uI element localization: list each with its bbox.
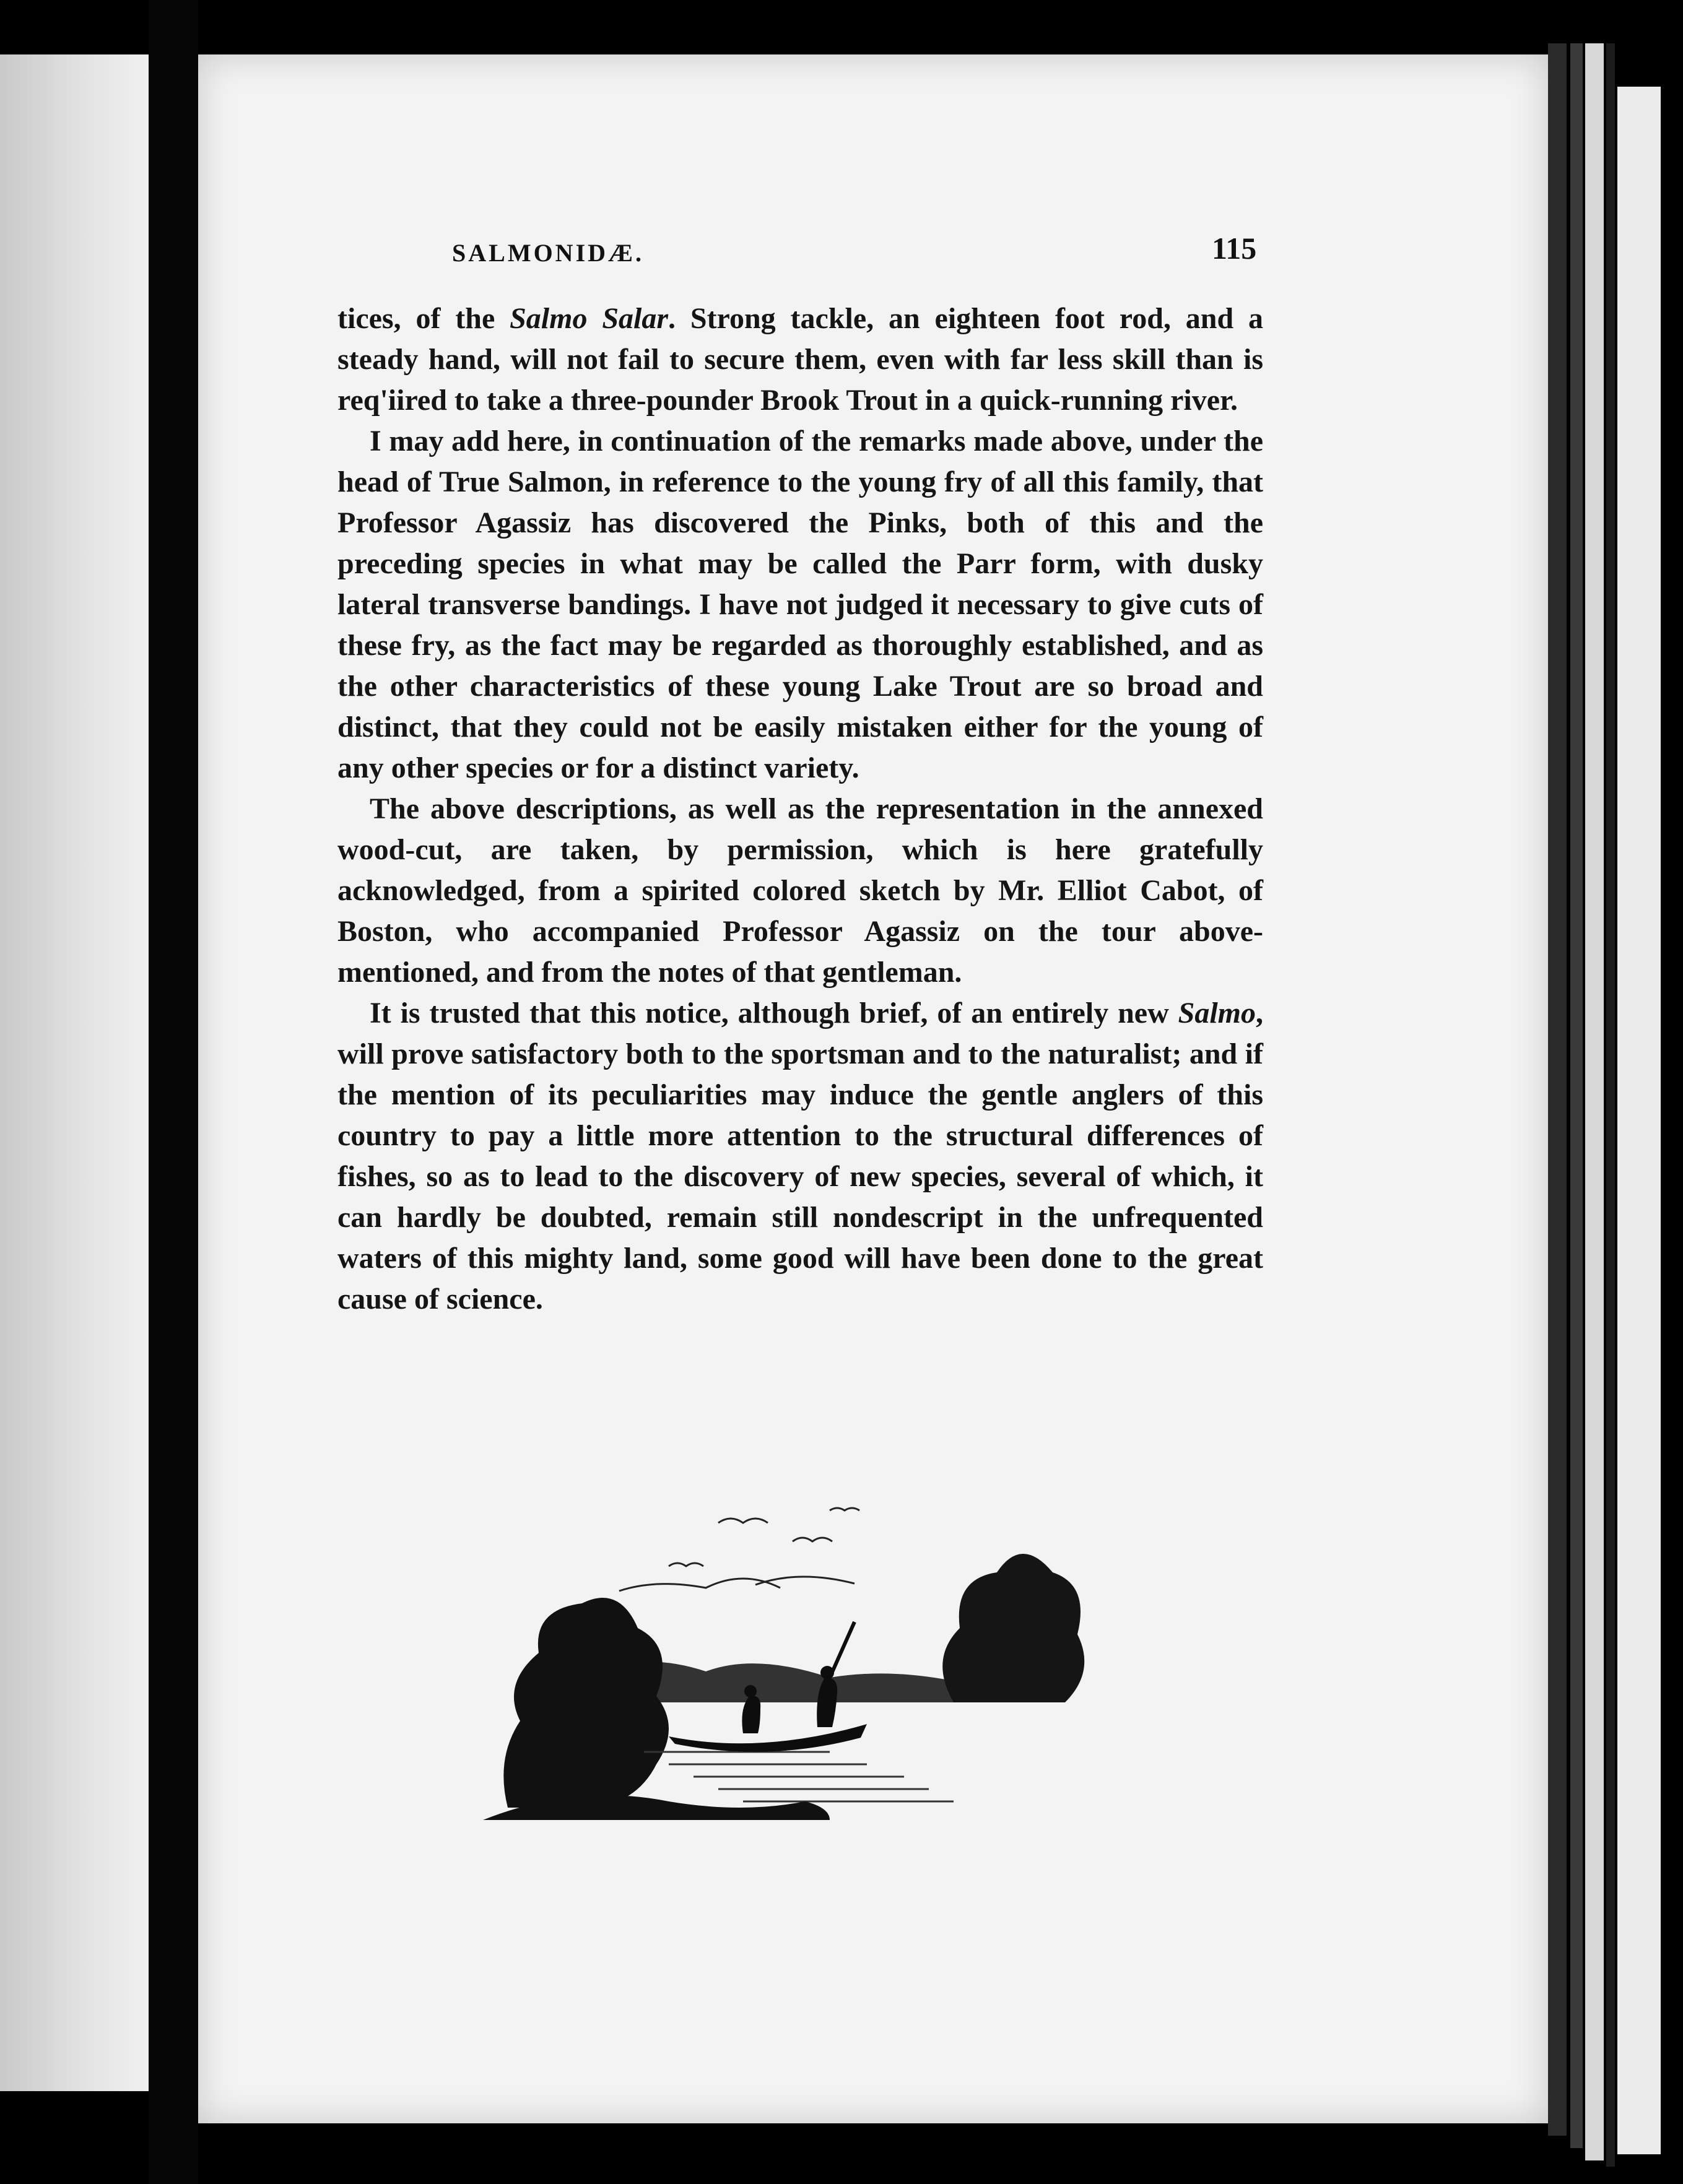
page-edge xyxy=(1663,0,1683,2184)
page-number: 115 xyxy=(1212,231,1257,266)
page-edge xyxy=(1548,43,1567,2136)
page-edge xyxy=(1606,43,1615,2167)
landscape-boat-woodcut-icon xyxy=(483,1498,1139,1820)
paragraph-3: The above descriptions, as well as the representation in the annexed wood-cut, are taken, by permission, which is here gratefully acknowledged, from a spirited colored sketch by Mr. Elliot Cabot, of Boston, who accompanied Professor Agassiz on the tour above-mentioned, and from the notes of that gentleman. xyxy=(337,792,1263,989)
body-text xyxy=(337,298,1263,1320)
page-edge xyxy=(1570,43,1583,2148)
book-gutter xyxy=(149,0,198,2184)
page-edge xyxy=(1617,87,1661,2154)
running-head: SALMONIDÆ. xyxy=(452,239,645,267)
facing-page-edge xyxy=(0,54,149,2091)
paragraph-1: tices, of the Salmo Salar. Strong tackle, an eighteen foot rod, and a steady hand, will not fail to secure them, even with far less skill than is req'iired to take a three-pounder Brook Trout in a quick-running river. xyxy=(337,302,1264,417)
paragraph-2: I may add here, in continuation of the remarks made above, under the head of True Salmon, in reference to the young fry of all this family, that Professor Agassiz has discovered the Pinks, both of this and the preceding species in what may be called the Parr form, with dusky lateral transverse bandings. I have not judged it necessary to give cuts of these fry, as the fact may be regarded as thoroughly established, and as the other characteristics of these young Lake Trout are so broad and distinct, that they could not be easily mistaken either for the young of any other species or for a distinct variety. xyxy=(337,425,1263,784)
page-edge xyxy=(1585,43,1604,2160)
paragraph-4: It is trusted that this notice, although brief, of an entirely new Salmo, will prove satisfactory both to the sportsman and to the naturalist; and if the mention of its peculiarities may induce the gentle anglers of this country to pay a little more attention to the structural differences of fishes, so as to lead to the discovery of new species, several of which, it can hardly be doubted, remain still nondescript in the unfrequented waters of this mighty land, some good will have been done to the great cause of science. xyxy=(337,997,1263,1315)
